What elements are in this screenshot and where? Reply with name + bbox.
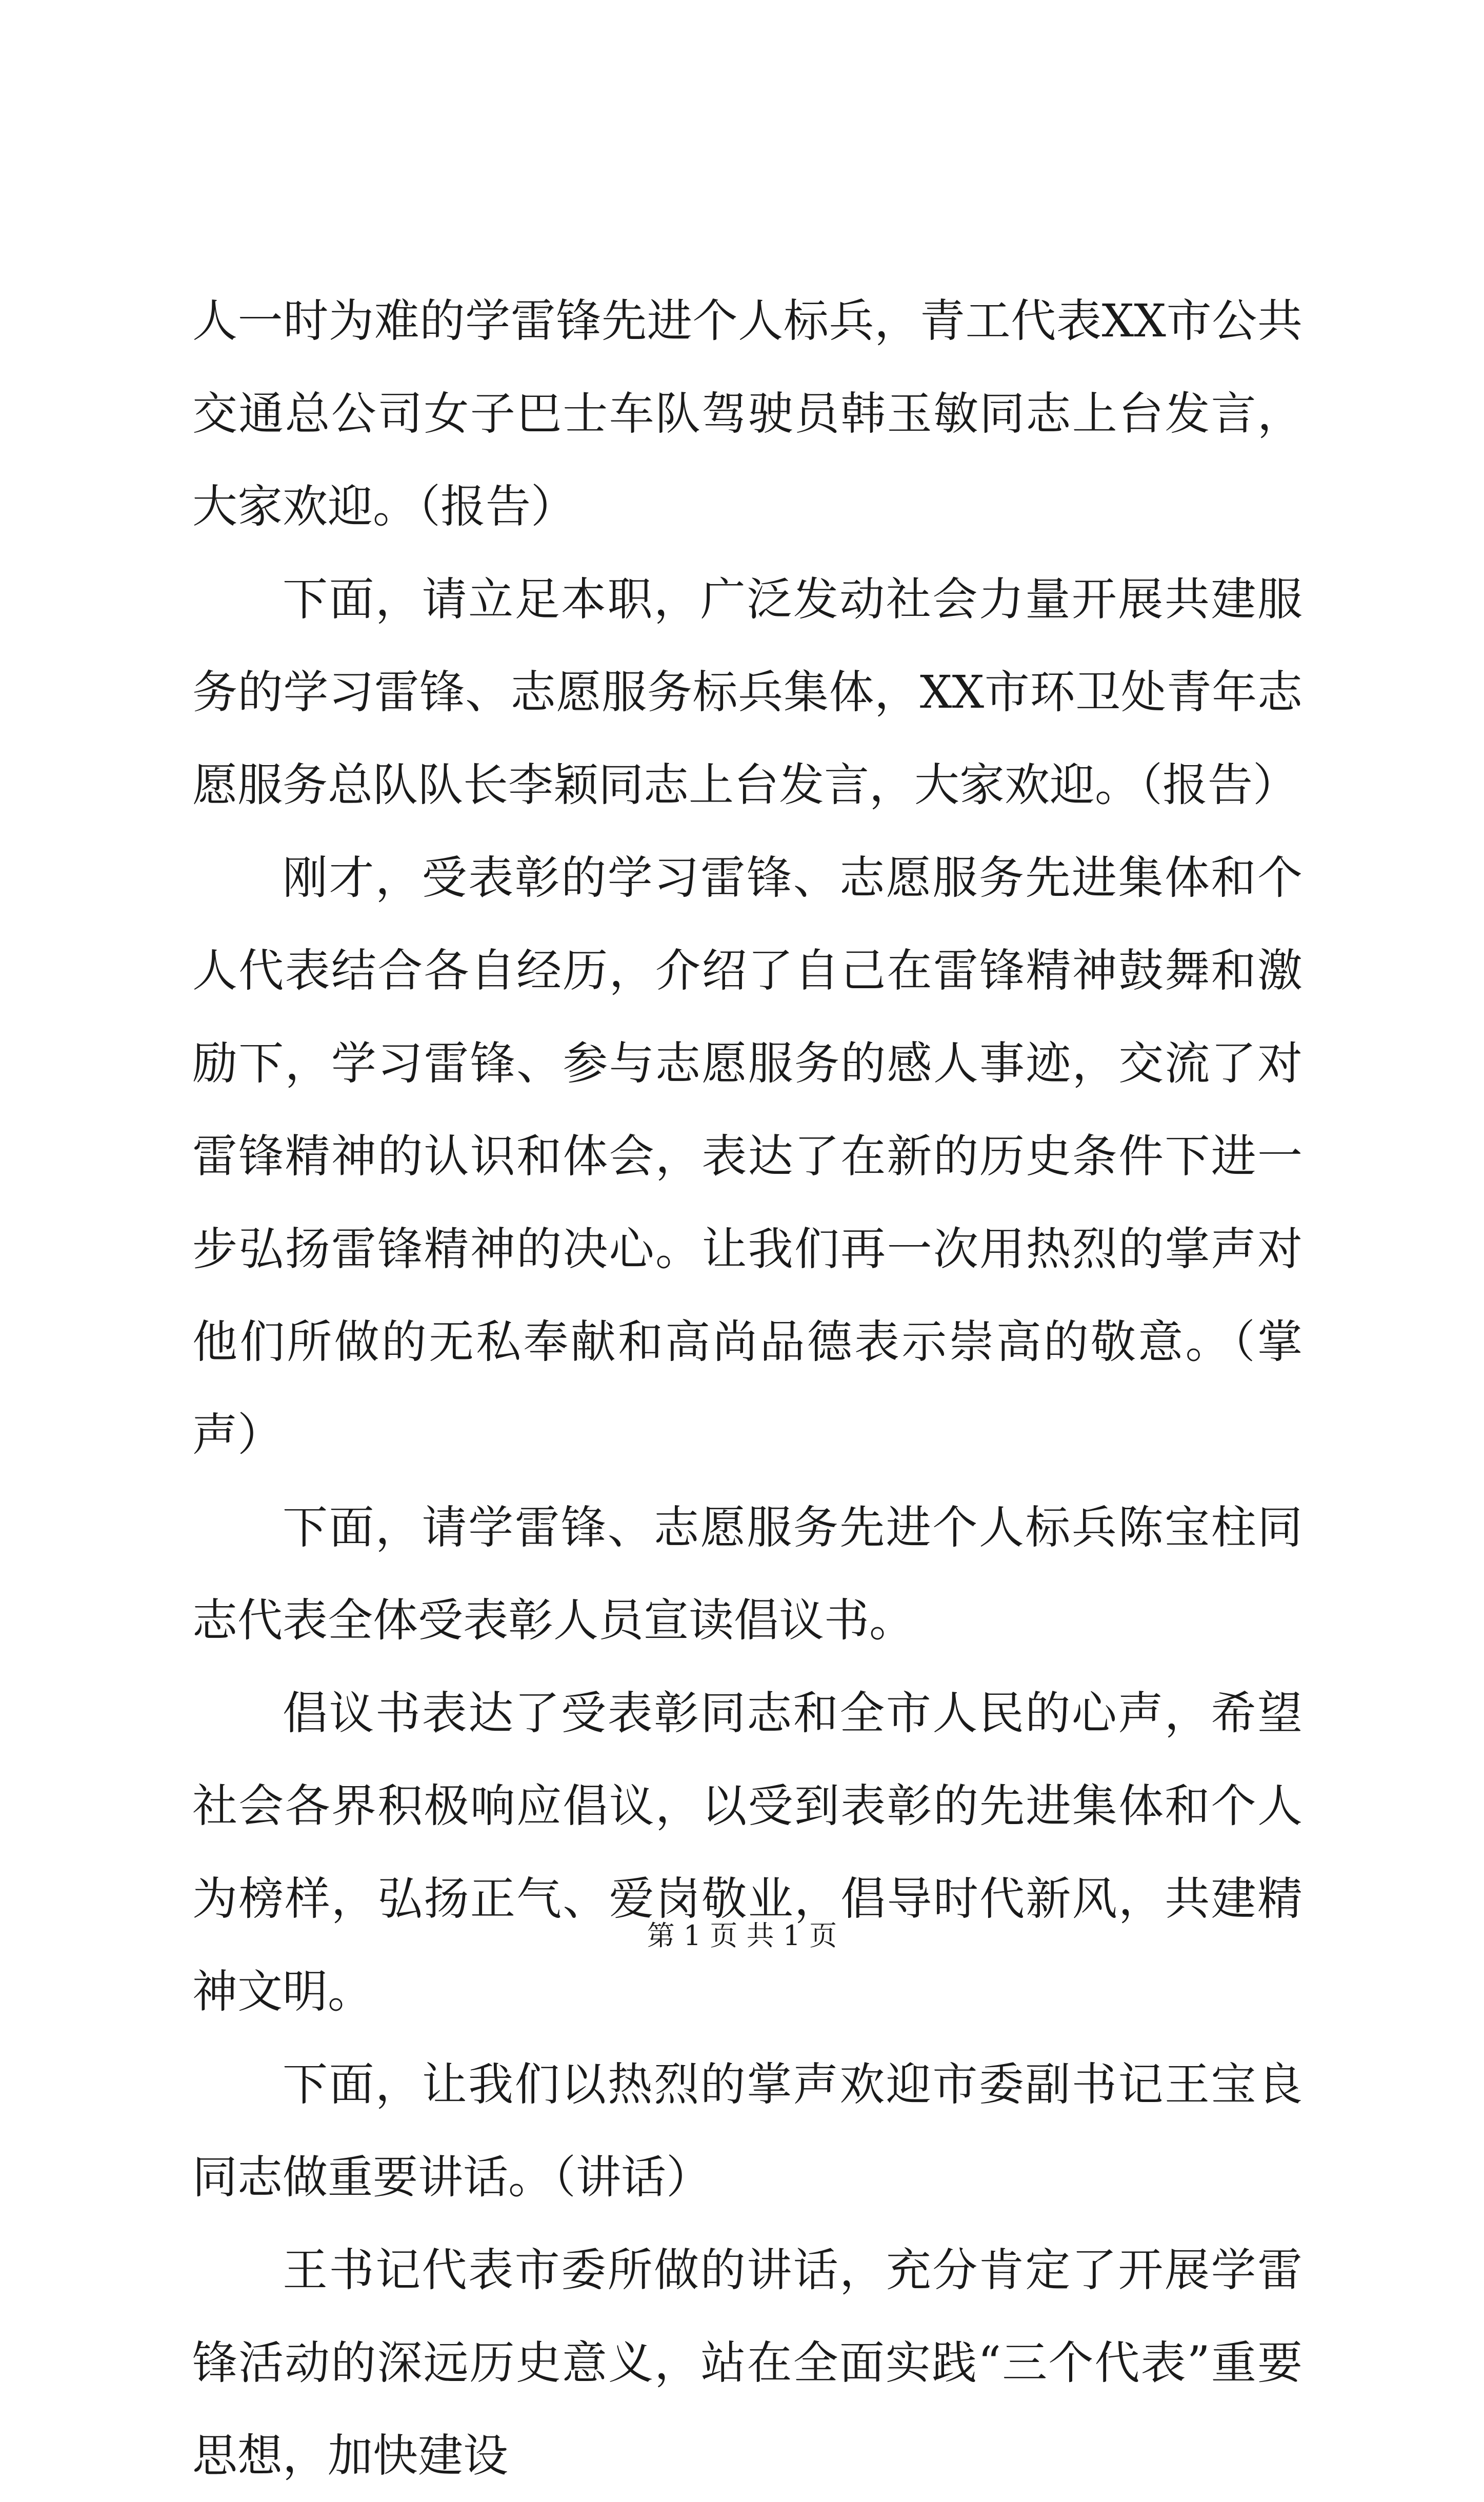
page-footer: 第 1 页 共 1 页	[647, 1919, 837, 1952]
paragraph-7: 王书记代表市委所做的讲话，充分肯定了开展学雷锋活动的深远历史意义，站在全面实践“三个代表”重要思想，加快建设	[192, 2244, 1302, 2482]
paragraph-5: 倡议书表达了受表彰同志和全市人民的心声，希望社会各界积极响应倡议，以受到表彰的先进集体和个人为榜样，弘扬正气、爱岗敬业，倡导时代新风，共建精神文明。	[192, 1687, 1302, 2018]
paragraph-3: 刚才，受表彰的学习雷锋、志愿服务先进集体和个人代表结合各自经历，介绍了自己在雷锋精神鼓舞和激励下，学习雷锋、参与志愿服务的感人事迹，交流了对雷锋精神的认识和体会，表达了在新的历史条件下进一步弘扬雷锋精神的决心。让我们再一次用热烈的掌声对他们所做的无私奉献和高尚品德表示崇高的敬意。（掌声）	[192, 851, 1302, 1461]
paragraph-2: 下面，请立足本职，广泛发动社会力量开展共建服务的学习雷锋、志愿服务标兵集体，XX市环卫处青年志愿服务总队队长李颖同志上台发言，大家欢迎。（报告）	[192, 573, 1302, 811]
paragraph-6: 下面，让我们以热烈的掌声欢迎市委副书记王宝良同志做重要讲话。（讲话）	[192, 2058, 1302, 2204]
paragraph-1: 人一时为难的学雷锋先进个人标兵，青工代表XX市公共交通总公司女子巴士车队驾驶员韩玉敏同志上台发言，大家欢迎。（报告）	[192, 294, 1302, 533]
paragraph-4: 下面，请学雷锋、志愿服务先进个人标兵陈宝柱同志代表全体受表彰人员宣读倡议书。	[192, 1501, 1302, 1647]
document-body	[192, 274, 1302, 2502]
